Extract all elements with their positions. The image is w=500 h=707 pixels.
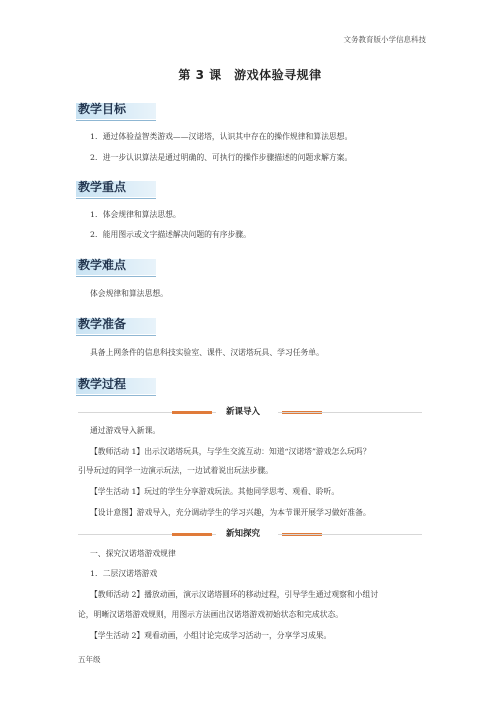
prep-text: 具备上网条件的信息科技实验室、课件、汉诺塔玩具、学习任务单。: [90, 348, 324, 357]
lesson-title: 第 3 课 游戏体验寻规律: [178, 68, 322, 82]
divider-accent-left: [172, 533, 212, 536]
section-heading-text: 教学重点: [78, 180, 127, 194]
intro-line: 【设计意图】游戏导入，充分调动学生的学习兴趣，为本节课开展学习做好准备。: [90, 508, 371, 517]
difficulty-text: 体会规律和算法思想。: [90, 289, 168, 298]
explore-line: 【教师活动 2】播放动画，演示汉诺塔圆环的移动过程，引导学生通过观察和小组讨: [90, 590, 379, 599]
key-item: 2．能用图示或文字描述解决问题的有序步骤。: [90, 230, 251, 239]
grade-footer: 五年级: [78, 655, 101, 664]
goal-item: 2．进一步认识算法是通过明确的、可执行的操作步骤描述的问题求解方案。: [90, 153, 353, 162]
section-heading-text: 教学难点: [78, 258, 127, 272]
divider-line-right: [278, 412, 422, 413]
publisher-header: 文务教育版小学信息科技: [343, 35, 426, 44]
goal-item: 1．通过体验益智类游戏——汉诺塔，认识其中存在的操作规律和算法思想。: [90, 132, 353, 141]
divider-accent-left: [172, 411, 212, 414]
explore-line: 一、探究汉诺塔游戏规律: [90, 549, 176, 558]
key-item: 1．体会规律和算法思想。: [90, 210, 181, 219]
section-heading-text: 教学过程: [78, 377, 127, 391]
divider-line-right: [278, 534, 422, 535]
section-heading-text: 教学目标: [78, 102, 127, 116]
intro-line: 引导玩过的同学一边演示玩法，一边试着说出玩法步骤。: [78, 466, 273, 475]
explore-line: 【学生活动 2】观看动画，小组讨论完成学习活动一，分享学习成果。: [90, 631, 332, 640]
intro-line: 【学生活动 1】玩过的学生分享游戏玩法。其他同学思考、观看、聆听。: [90, 487, 340, 496]
section-heading-text: 教学准备: [78, 317, 127, 331]
explore-line: 1．二层汉诺塔游戏: [90, 569, 158, 578]
subheading-explore: 新知探究: [226, 529, 261, 539]
explore-line: 论，明晰汉诺塔游戏规则，用图示方法画出汉诺塔游戏初始状态和完成状态。: [78, 610, 344, 619]
intro-line: 【教师活动 1】出示汉诺塔玩具，与学生交流互动：知道“汉诺塔”游戏怎么玩吗？: [90, 447, 371, 456]
intro-line: 通过游戏导入新课。: [90, 426, 161, 435]
subheading-intro: 新课导入: [226, 407, 261, 417]
